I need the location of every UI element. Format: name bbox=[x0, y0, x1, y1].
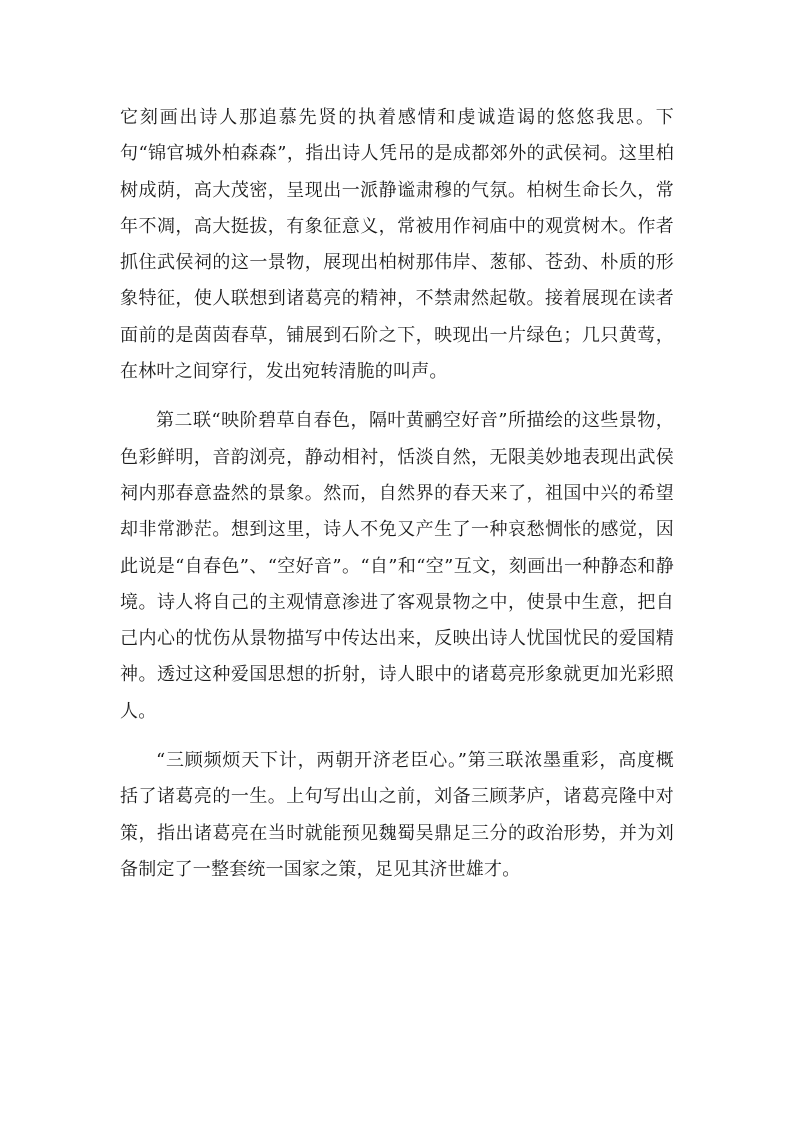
paragraph-1: 它刻画出诗人那追慕先贤的执着感情和虔诚造谒的悠悠我思。下句“锦官城外柏森森”，指出诗人凭吊的是成都郊外的武侯祠。这里柏树成荫，高大茂密，呈现出一派静谧肃穆的气氛。柏树生命长久，常年不凋，高大挺拔，有象征意义，常被用作祠庙中的观赏树木。作者抓住武侯祠的这一景物，展现出柏树那伟岸、葱郁、苍劲、朴质的形象特征，使人联想到诸葛亮的精神，不禁肃然起敬。接着展现在读者面前的是茵茵春草，铺展到石阶之下，映现出一片绿色；几只黄莺，在林叶之间穿行，发出宛转清脆的叫声。 bbox=[120, 107, 674, 383]
paragraph-3: “三顾频烦天下计，两朝开济老臣心。”第三联浓墨重彩，高度概括了诸葛亮的一生。上句写出山之前，刘备三顾茅庐，诸葛亮隆中对策，指出诸葛亮在当时就能预见魏蜀吴鼎足三分的政治形势，并为刘备制定了一整套统一国家之策，足见其济世雄才。 bbox=[120, 750, 674, 880]
paragraph-2: 第二联“映阶碧草自春色，隔叶黄鹂空好音”所描绘的这些景物，色彩鲜明，音韵浏亮，静动相衬，恬淡自然，无限美妙地表现出武侯祠内那春意盎然的景象。然而，自然界的春天来了，祖国中兴的希望却非常渺茫。想到这里，诗人不免又产生了一种哀愁惆怅的感觉，因此说是“自春色”、“空好音”。“自”和“空”互文，刻画出一种静态和静境。诗人将自己的主观情意渗进了客观景物之中，使景中生意，把自己内心的忧伤从景物描写中传达出来，反映出诗人忧国忧民的爱国精神。透过这种爱国思想的折射，诗人眼中的诸葛亮形象就更加光彩照人。 bbox=[120, 410, 674, 722]
body-text bbox=[120, 100, 674, 888]
